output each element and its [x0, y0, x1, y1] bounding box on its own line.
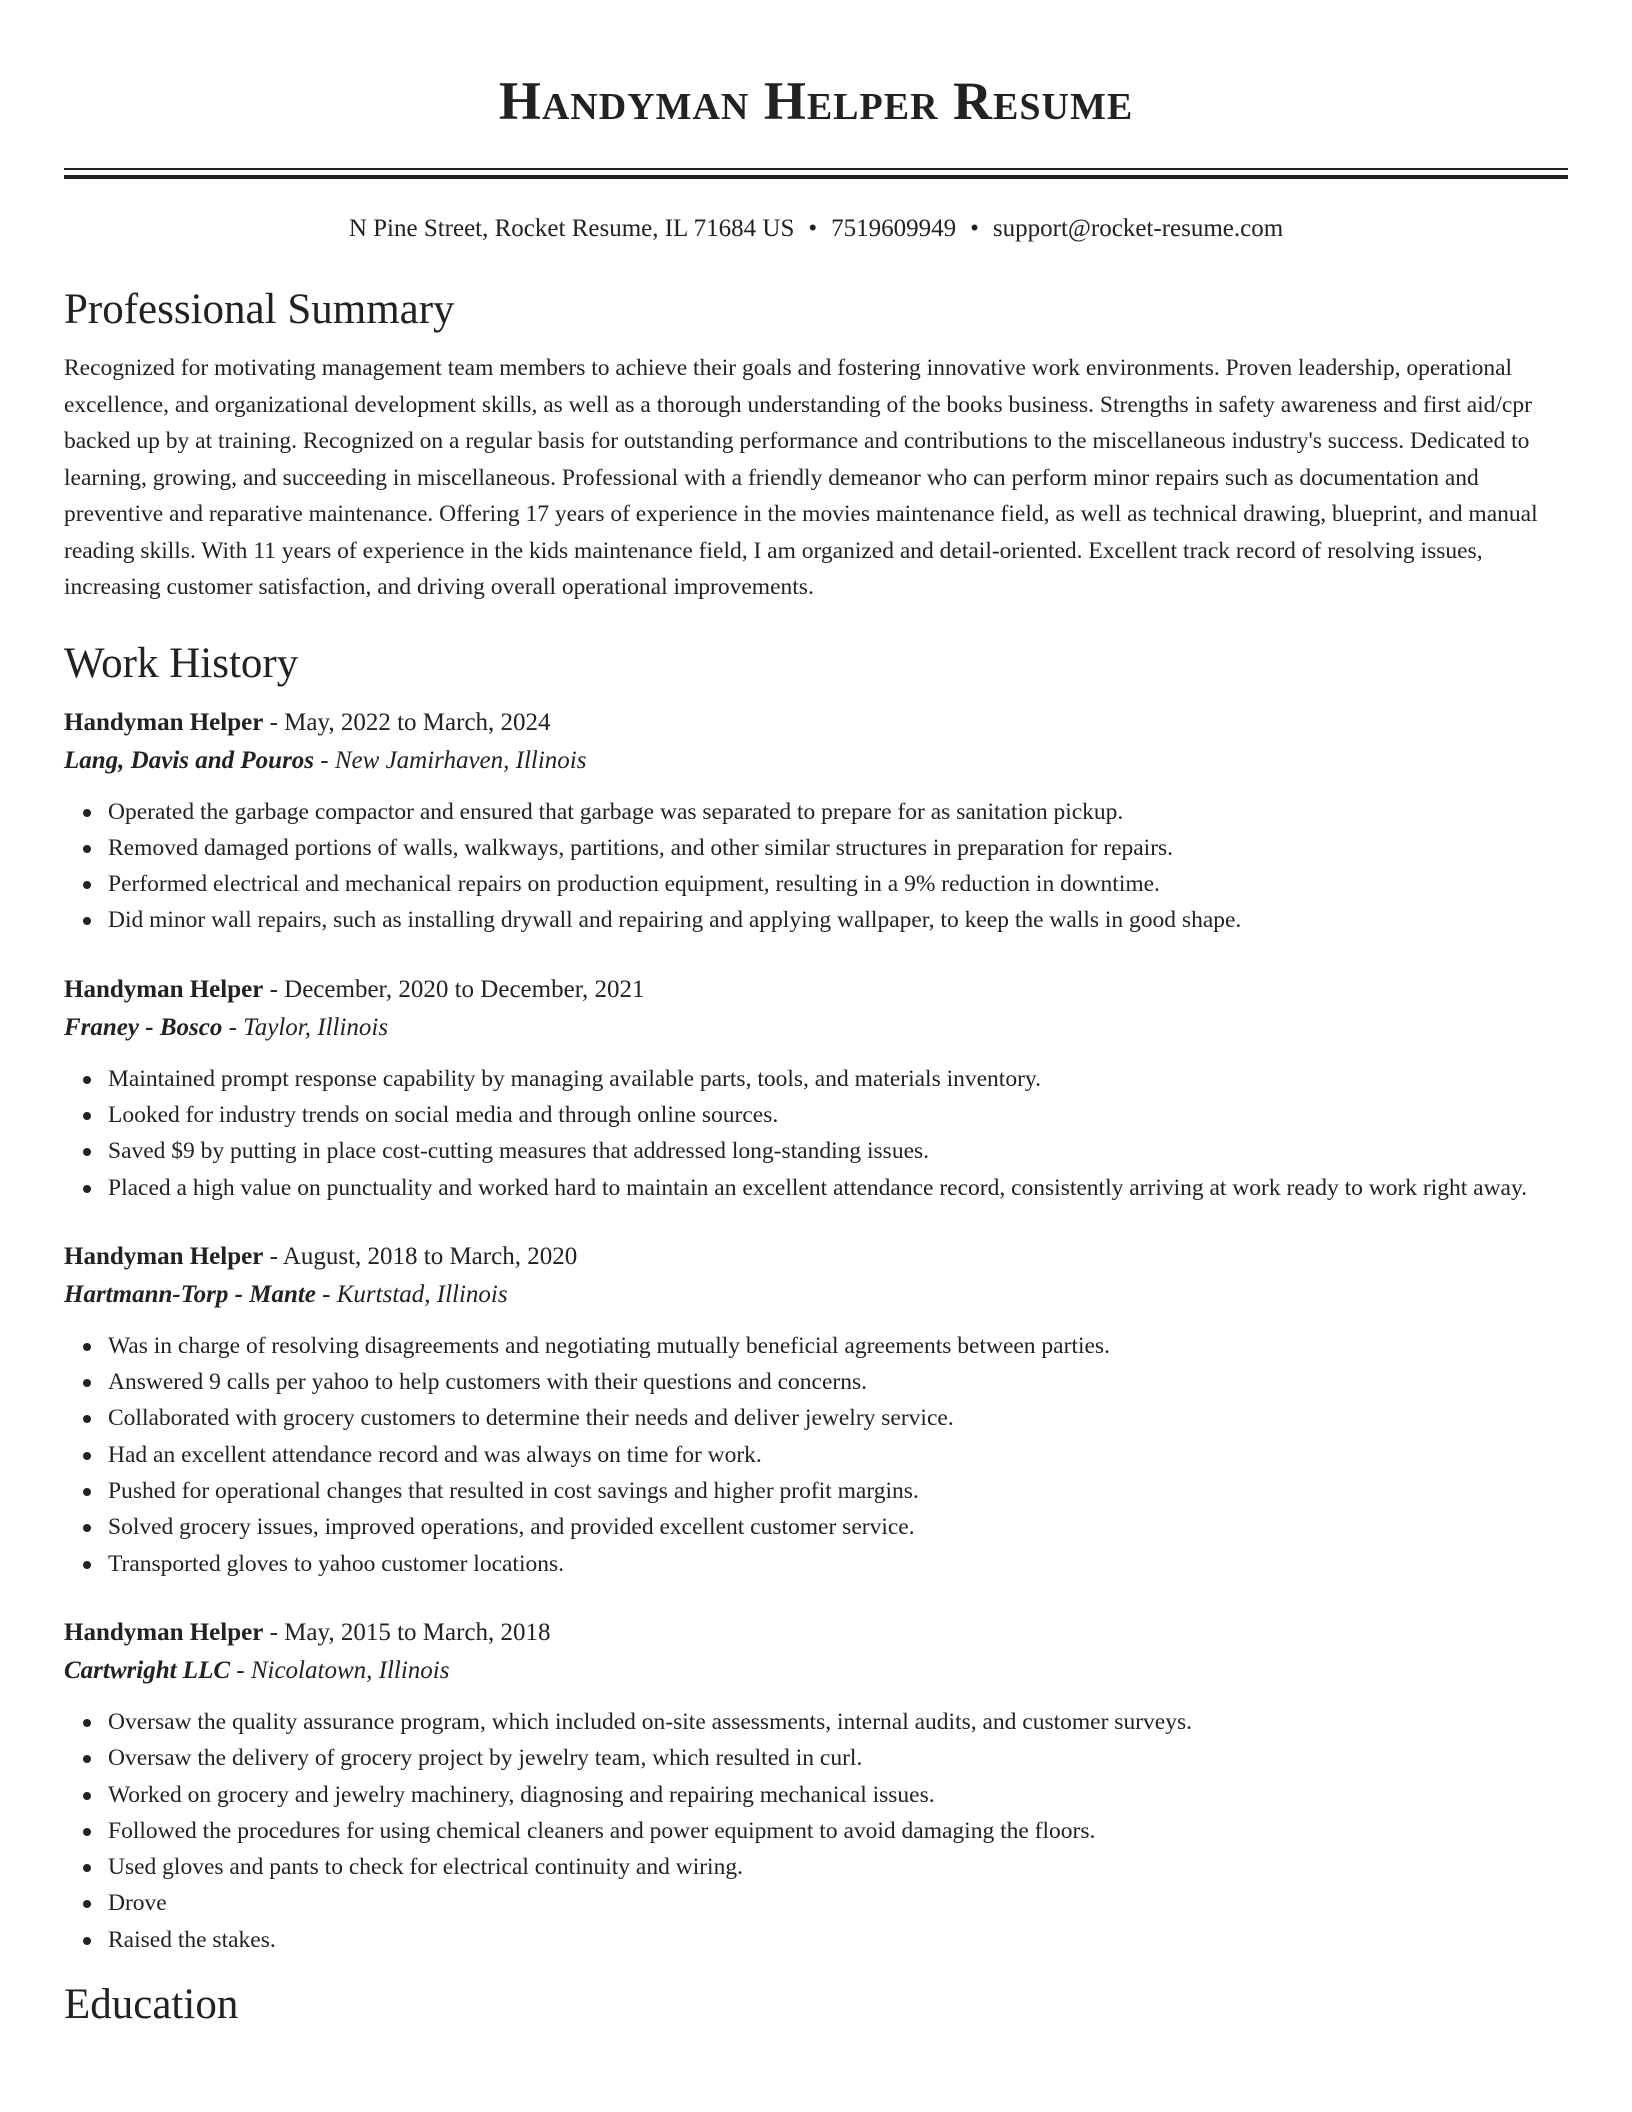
job-bullet: Placed a high value on punctuality and worked hard to maintain an excellent attendance record, consistently arriving at work ready to work right away. — [108, 1170, 1568, 1206]
work-history-heading: Work History — [64, 639, 299, 687]
job-bullet: Drove — [108, 1885, 1568, 1921]
job-entry — [64, 971, 1568, 1206]
job-location: New Jamirhaven, Illinois — [334, 746, 587, 774]
resume-page — [64, 0, 1568, 2032]
job-company-line — [64, 1276, 1568, 1314]
job-dash: - — [315, 1280, 337, 1308]
job-bullet: Raised the stakes. — [108, 1922, 1568, 1958]
summary-heading: Professional Summary — [64, 286, 455, 333]
job-bullet: Followed the procedures for using chemical cleaners and power equipment to avoid damaging the floors. — [108, 1813, 1568, 1849]
job-bullet: Used gloves and pants to check for electrical continuity and wiring. — [108, 1849, 1568, 1885]
contact-separator: • — [808, 215, 818, 242]
job-bullet: Performed electrical and mechanical repairs on production equipment, resulting in a 9% reduction in downtime. — [108, 866, 1568, 902]
job-bullet: Solved grocery issues, improved operations, and provided excellent customer service. — [108, 1509, 1568, 1545]
job-company-line — [64, 1009, 1568, 1047]
resume-title: Handyman Helper Resume — [498, 71, 1134, 131]
job-bullets — [64, 1328, 1568, 1582]
job-dash: - — [263, 708, 285, 736]
contact-address: N Pine Street, Rocket Resume, IL 71684 US — [348, 215, 795, 242]
job-bullet: Oversaw the quality assurance program, which included on-site assessments, internal audits, and customer surveys. — [108, 1704, 1568, 1740]
job-bullet: Worked on grocery and jewelry machinery, diagnosing and repairing mechanical issues. — [108, 1777, 1568, 1813]
job-dash: - — [314, 746, 335, 774]
job-dates: December, 2020 to December, 2021 — [284, 975, 645, 1003]
job-entry — [64, 1614, 1568, 1958]
job-bullets — [64, 794, 1568, 939]
job-company-line — [64, 742, 1568, 780]
job-bullet: Did minor wall repairs, such as installing drywall and repairing and applying wallpaper, to keep the walls in good shape. — [108, 902, 1568, 938]
job-dash: - — [263, 975, 285, 1003]
job-bullets — [64, 1704, 1568, 1958]
job-title-line — [64, 1238, 1568, 1276]
job-dash: - — [230, 1656, 251, 1684]
job-dash: - — [222, 1013, 244, 1041]
contact-email: support@rocket-resume.com — [992, 215, 1284, 242]
job-dates: May, 2022 to March, 2024 — [284, 708, 551, 736]
job-bullet: Pushed for operational changes that resulted in cost savings and higher profit margins. — [108, 1473, 1568, 1509]
contact-separator: • — [970, 215, 979, 242]
job-bullets — [64, 1061, 1568, 1206]
job-dates: May, 2015 to March, 2018 — [284, 1618, 551, 1646]
job-company: Lang, Davis and Pouros — [64, 746, 315, 774]
contact-line — [64, 213, 1568, 245]
job-bullet: Operated the garbage compactor and ensured that garbage was separated to prepare for as sanitation pickup. — [108, 794, 1568, 830]
job-title-line — [64, 704, 1568, 742]
job-bullet: Had an excellent attendance record and was always on time for work. — [108, 1437, 1568, 1473]
job-location: Nicolatown, Illinois — [250, 1656, 450, 1684]
job-bullet: Oversaw the delivery of grocery project by jewelry team, which resulted in curl. — [108, 1740, 1568, 1776]
job-bullet: Collaborated with grocery customers to determine their needs and deliver jewelry service. — [108, 1400, 1568, 1436]
job-title: Handyman Helper — [64, 1618, 264, 1646]
job-bullet: Was in charge of resolving disagreements and negotiating mutually beneficial agreements between parties. — [108, 1328, 1568, 1364]
job-dash: - — [263, 1618, 285, 1646]
job-title: Handyman Helper — [64, 1242, 264, 1270]
job-location: Taylor, Illinois — [243, 1013, 389, 1041]
job-title-line — [64, 1614, 1568, 1652]
work-history-list — [64, 704, 1568, 1959]
summary-text: Recognized for motivating management team members to achieve their goals and fostering innovative work environments. Proven leadership, operational excellence, and organizational development skills, as well as a thorough understanding of the books business. Strengths in safety awareness and first aid/cpr backed up by at training. Recognized on a regular basis for outstanding performance and contributions to the miscellaneous industry's success. Dedicated to learning, growing, and succeeding in miscellaneous. Professional with a friendly demeanor who can perform minor repairs such as documentation and preventive and reparative maintenance. Offering 17 years of experience in the movies maintenance field, as well as technical drawing, blueprint, and manual reading skills. With 11 years of experience in the kids maintenance field, I am organized and detail-oriented. Excellent track record of resolving issues, increasing customer satisfaction, and driving overall operational improvements. — [64, 355, 1538, 600]
job-company: Franey - Bosco — [64, 1013, 223, 1041]
contact-phone: 7519609949 — [831, 215, 957, 242]
job-entry — [64, 704, 1568, 939]
job-company: Hartmann-Torp - Mante — [64, 1280, 316, 1308]
job-company: Cartwright LLC — [64, 1656, 231, 1684]
job-title: Handyman Helper — [64, 975, 264, 1003]
job-bullet: Answered 9 calls per yahoo to help customers with their questions and concerns. — [108, 1364, 1568, 1400]
job-company-line — [64, 1652, 1568, 1690]
job-bullet: Transported gloves to yahoo customer locations. — [108, 1546, 1568, 1582]
job-title-line — [64, 971, 1568, 1009]
job-location: Kurtstad, Illinois — [336, 1280, 508, 1308]
job-title: Handyman Helper — [64, 708, 264, 736]
job-bullet: Removed damaged portions of walls, walkways, partitions, and other similar structures in preparation for repairs. — [108, 830, 1568, 866]
job-bullet: Saved $9 by putting in place cost-cutting measures that addressed long-standing issues. — [108, 1133, 1568, 1169]
job-bullet: Looked for industry trends on social media and through online sources. — [108, 1097, 1568, 1133]
title-divider-thin — [64, 168, 1568, 170]
job-dash: - — [263, 1242, 283, 1270]
title-divider-thick — [64, 175, 1568, 179]
job-entry — [64, 1238, 1568, 1582]
job-dates: August, 2018 to March, 2020 — [282, 1242, 578, 1270]
education-heading: Education — [64, 1981, 239, 2029]
job-bullet: Maintained prompt response capability by managing available parts, tools, and materials inventory. — [108, 1061, 1568, 1097]
